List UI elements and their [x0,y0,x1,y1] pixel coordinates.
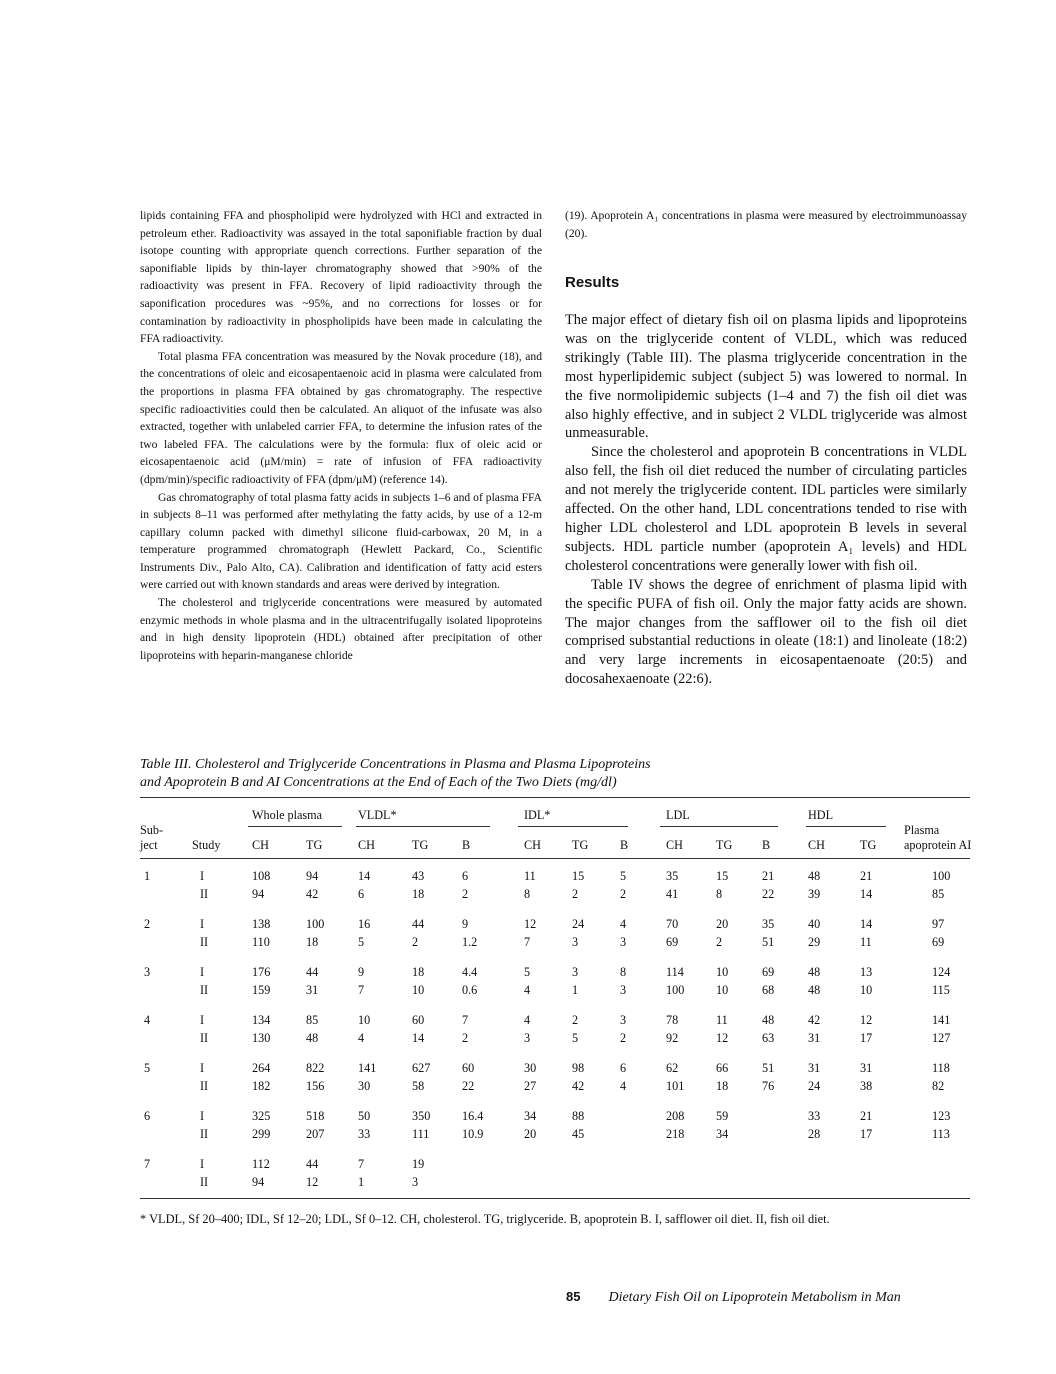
table-cell-subject: 4 [144,1013,151,1027]
table-cell: 7 [358,983,365,997]
group-header: LDL [666,808,690,822]
table-cell: 48 [808,965,821,979]
table-cell-study: II [200,1127,209,1141]
table-cell: 12 [524,917,537,931]
table-cell: 5 [572,1031,579,1045]
table-cell: 63 [762,1031,775,1045]
table-cell: 18 [716,1079,729,1093]
table-cell: 44 [306,1157,319,1171]
table-cell: 5 [524,965,531,979]
table-cell: 108 [252,869,271,883]
table-cell: 11 [716,1013,728,1027]
group-underline-idl [518,826,628,827]
table-cell-study: II [200,935,209,949]
table-cell: 98 [572,1061,585,1075]
table-cell: 2 [620,887,627,901]
table-cell: 78 [666,1013,679,1027]
left-paragraph: lipids containing FFA and phospholipid were hydrolyzed with HCl and extracted in petroleum ether. Radioactivity was assayed in the total saponifiable fraction by dual isotope counting with appropriate quench corrections. Further separation of the saponifiable lipids by thin-layer chromatography showed that >90% of the radioactivity was present in FFA. Recovery of lipid radioactivity through the saponification procedures was ~95%, and no corrections for losses or for contamination by radioactivity in phospholipids have been made in calculating the FFA radioactivity. [140,209,542,346]
table-cell-study: II [200,1031,209,1045]
table-cell: 2 [462,887,469,901]
table-cell: 92 [666,1031,679,1045]
right-column [565,311,967,689]
table-cell: 115 [932,983,950,997]
table-cell: 2 [572,1013,579,1027]
table-cell: 134 [252,1013,271,1027]
table-cell: 627 [412,1061,431,1075]
table-cell: 10 [716,965,729,979]
table-cell-study: II [200,983,209,997]
table-cell: 6 [462,869,469,883]
table-cell: 14 [860,917,873,931]
table-cell: 2 [572,887,579,901]
table-cell: 97 [932,917,945,931]
table-cell: 22 [462,1079,475,1093]
table-cell: 4 [620,1079,627,1093]
table-cell: 18 [306,935,319,949]
table-cell: 16.4 [462,1109,484,1123]
table-cell: 82 [932,1079,945,1093]
table-cell: 12 [716,1031,729,1045]
table-cell-subject: 7 [144,1157,151,1171]
table-cell-study: II [200,1079,209,1093]
table-cell: 208 [666,1109,685,1123]
table-cell-subject: 5 [144,1061,151,1075]
table-caption-line: and Apoprotein B and AI Concentrations at the End of Each of the Two Diets (mg/dl) [140,775,617,790]
table-cell: 4 [620,917,627,931]
table-cell: 51 [762,1061,775,1075]
table-cell: 9 [462,917,469,931]
table-cell: 20 [524,1127,537,1141]
results-paragraph: Table IV shows the degree of enrichment of plasma lipid with the specific PUFA of fish oil. Only the major fatty acids are shown. The major changes from the safflower oil to the fish oil diet comprised substantial reductions in oleate (18:1) and linoleate (18:2) and very large increments in eicosapentaenoate (20:5) and docosahexaenoate (22:6). [565,576,967,688]
column-header: TG [412,838,429,852]
table-cell: 10 [412,983,425,997]
table-cell: 48 [808,983,821,997]
table-cell-study: I [200,1157,205,1171]
table-cell: 207 [306,1127,325,1141]
page-number: 85 [566,1289,581,1304]
table-cell: 22 [762,887,775,901]
left-paragraph: Gas chromatography of total plasma fatty acids in subjects 1–6 and of plasma FFA in subjects 8–11 was performed after methylating the fatty acids, by use of a 12-m capillary column packed with dimethyl silicone fluid-carbowax, 20 M, in a temperature programmed chromatograph (Hewlett Packard, Co., Scientific Instruments Div., Palo Alto, CA). Calibration and identification of fatty acid esters were carried out with known standards and areas were derived by integration. [140,490,542,592]
table-cell: 15 [716,869,729,883]
table-cell: 111 [412,1127,430,1141]
column-header: Study [192,838,221,852]
results-heading: Results [565,274,620,291]
table-cell: 6 [620,1061,627,1075]
table-cell: 1 [358,1175,365,1189]
table-cell: 30 [358,1079,371,1093]
table-cell: 264 [252,1061,271,1075]
table-cell: 42 [306,887,319,901]
table-cell: 20 [716,917,729,931]
table-cell: 68 [762,983,775,997]
table-cell: 2 [462,1031,469,1045]
table-cell: 85 [306,1013,319,1027]
table-top-rule [140,797,970,798]
table-cell: 94 [252,887,265,901]
left-paragraph: The cholesterol and triglyceride concentrations were measured by automated enzymic methods in whole plasma and in the ultracentrifugally isolated lipoproteins and in high density lipoprotein (HDL) obtained after precipitation of other lipoproteins with heparin-manganese chloride [140,596,542,662]
table-cell: 1.2 [462,935,478,949]
table-cell: 10 [716,983,729,997]
table-cell: 40 [808,917,821,931]
table-cell: 44 [412,917,425,931]
table-cell: 5 [620,869,627,883]
group-header: HDL [808,808,834,822]
table-cell: 19 [412,1157,425,1171]
table-cell: 15 [572,869,585,883]
column-header: CH [808,838,825,852]
table-cell-subject: 2 [144,917,151,931]
table-cell: 325 [252,1109,271,1123]
table-cell: 24 [808,1079,821,1093]
table-cell-study: I [200,917,205,931]
table-cell: 8 [620,965,627,979]
table-caption-line: Table III. Cholesterol and Triglyceride Concentrations in Plasma and Plasma Lipoproteins [140,757,651,772]
table-cell: 58 [412,1079,425,1093]
table-cell: 138 [252,917,271,931]
table-cell: 43 [412,869,425,883]
table-cell: 2 [412,935,419,949]
results-paragraph: Since the cholesterol and apoprotein B concentrations in VLDL also fell, the fish oil diet reduced the number of circulating particles and not merely the triglyceride content. IDL particles were similarly affected. On the other hand, LDL concentrations tended to rise with higher LDL cholesterol and LDL apoprotein B levels in several subjects. HDL particle number (apoprotein A₁ levels) and HDL cholesterol concentrations were generally lower with fish oil. [565,444,967,574]
table-cell: 176 [252,965,271,979]
table-cell: 114 [666,965,684,979]
table-cell-study: I [200,1013,205,1027]
table-cell: 30 [524,1061,537,1075]
table-cell-study: I [200,965,205,979]
table-cell: 9 [358,965,365,979]
table-cell: 118 [932,1061,950,1075]
table-cell: 141 [932,1013,951,1027]
table-caption [140,756,840,792]
column-header: CH [358,838,375,852]
table-cell: 31 [860,1061,873,1075]
column-header: B [620,838,629,852]
results-paragraph: The major effect of dietary fish oil on plasma lipids and lipoproteins was on the triglyceride content of VLDL, which was reduced strikingly (Table III). The plasma triglyceride concentration in the most hyperlipidemic subject (subject 5) was lowered to normal. In the five normolipidemic subjects (1–4 and 7) the fish oil diet was also highly effective, and in subject 2 VLDL triglyceride was almost unmeasurable. [565,312,967,442]
table-cell: 124 [932,965,951,979]
subject-header: Sub- [140,823,164,837]
table-cell: 69 [762,965,775,979]
table-cell: 33 [808,1109,821,1123]
table-cell-subject: 6 [144,1109,151,1123]
table-cell-subject: 3 [144,965,151,979]
table-cell: 3 [620,1013,627,1027]
table-cell-study: I [200,1061,205,1075]
table-cell: 51 [762,935,775,949]
table-cell: 94 [306,869,319,883]
table-cell: 31 [306,983,319,997]
column-header: TG [572,838,589,852]
table-cell: 518 [306,1109,325,1123]
table-cell: 7 [524,935,531,949]
table-cell: 39 [808,887,821,901]
column-header: CH [666,838,683,852]
table-cell: 66 [716,1061,729,1075]
table-cell: 48 [808,869,821,883]
table-cell: 70 [666,917,679,931]
right-top-paragraph: (19). Apoprotein A₁ concentrations in plasma were measured by electroimmunoassay (20). [565,209,967,240]
table-cell: 17 [860,1031,873,1045]
column-header: CH [524,838,541,852]
table-cell: 85 [932,887,945,901]
table-cell: 14 [412,1031,425,1045]
table-cell: 21 [860,1109,873,1123]
table-cell: 94 [252,1175,265,1189]
table-cell: 12 [306,1175,319,1189]
table-cell: 34 [716,1127,729,1141]
table-cell: 17 [860,1127,873,1141]
table-cell: 112 [252,1157,270,1171]
plasma-ai-header: Plasma [904,823,940,837]
table-cell: 101 [666,1079,685,1093]
table-cell: 41 [666,887,679,901]
column-header: CH [252,838,269,852]
plasma-ai-header: apoprotein AI [904,838,972,852]
table-cell: 14 [358,869,371,883]
table-cell: 50 [358,1109,371,1123]
table-cell: 100 [666,983,685,997]
table-cell: 127 [932,1031,951,1045]
table-cell: 299 [252,1127,271,1141]
table-cell: 31 [808,1061,821,1075]
column-header: B [762,838,771,852]
table-cell: 18 [412,887,425,901]
running-title: Dietary Fish Oil on Lipoprotein Metabolism in Man [608,1290,901,1305]
table-cell: 182 [252,1079,271,1093]
table-cell: 3 [620,935,627,949]
group-header: IDL* [524,808,551,822]
table-cell: 29 [808,935,821,949]
table-cell: 88 [572,1109,585,1123]
table-cell: 12 [860,1013,873,1027]
table-cell: 6 [358,887,365,901]
group-header: Whole plasma [252,808,323,822]
column-header: TG [860,838,877,852]
table-cell-subject: 1 [144,869,151,883]
table-cell: 10 [358,1013,371,1027]
table-cell: 31 [808,1031,821,1045]
table-cell: 156 [306,1079,325,1093]
table-cell: 7 [358,1157,365,1171]
table-cell: 7 [462,1013,469,1027]
table-cell: 45 [572,1127,585,1141]
table-cell: 13 [860,965,873,979]
table-cell: 130 [252,1031,271,1045]
table-cell: 16 [358,917,371,931]
table-cell-study: II [200,1175,209,1189]
table-cell: 2 [716,935,723,949]
table-cell: 100 [306,917,325,931]
table-cell: 113 [932,1127,950,1141]
table-cell: 48 [762,1013,775,1027]
table-cell: 69 [932,935,945,949]
table-cell: 4 [358,1031,365,1045]
table-cell: 4.4 [462,965,478,979]
table-cell: 76 [762,1079,775,1093]
table-cell: 11 [524,869,536,883]
left-column [140,207,542,664]
table-cell: 8 [524,887,531,901]
table-cell: 0.6 [462,983,478,997]
table-cell: 42 [808,1013,821,1027]
table-cell: 159 [252,983,271,997]
left-paragraph: Total plasma FFA concentration was measured by the Novak procedure (18), and the concentrations of oleic and eicosapentaenoic acid in plasma were calculated from the proportions in plasma FFA obtained by gas chromatography. The respective specific radioactivities could then be calculated. An aliquot of the infusate was also extracted, together with unlabeled carrier FFA, to determine the infusion rates of the two labeled FFA. The calculations were by the formula: flux of oleic acid or eicosapentaenoic acid (μM/min) = rate of infusion of FFA radioactivity (dpm/min)/specific radioactivity of FFA (dpm/μM) (reference 14). [140,349,542,486]
table-cell: 44 [306,965,319,979]
table-cell: 3 [412,1175,419,1189]
table-cell: 3 [620,983,627,997]
table-cell: 4 [524,983,531,997]
table-cell-study: II [200,887,209,901]
table-cell: 62 [666,1061,679,1075]
table-cell: 141 [358,1061,377,1075]
table-cell-study: I [200,1109,205,1123]
table-cell: 21 [860,869,873,883]
table-bottom-rule [140,1198,970,1199]
table-cell: 48 [306,1031,319,1045]
table-cell: 3 [572,965,579,979]
column-header: TG [306,838,323,852]
table-cell: 10.9 [462,1127,484,1141]
table-cell: 69 [666,935,679,949]
table-cell: 34 [524,1109,537,1123]
table-cell: 123 [932,1109,951,1123]
table-cell: 218 [666,1127,685,1141]
table-cell: 14 [860,887,873,901]
table-cell: 27 [524,1079,537,1093]
table-cell: 33 [358,1127,371,1141]
table-cell: 822 [306,1061,325,1075]
table-cell: 10 [860,983,873,997]
table-cell: 110 [252,935,270,949]
column-header: B [462,838,471,852]
table-cell: 24 [572,917,585,931]
table-cell: 3 [572,935,579,949]
table-cell: 11 [860,935,872,949]
group-underline-hdl [806,826,886,827]
table-cell: 8 [716,887,723,901]
table-cell-study: I [200,869,205,883]
table-cell: 350 [412,1109,431,1123]
table-cell: 60 [462,1061,475,1075]
table-cell: 28 [808,1127,821,1141]
table-cell: 59 [716,1109,729,1123]
group-underline-vldl [356,826,490,827]
subject-header: ject [140,838,158,852]
table-cell: 18 [412,965,425,979]
group-header: VLDL* [358,808,397,822]
table-cell: 4 [524,1013,531,1027]
group-underline-whole-plasma [248,826,342,827]
table-cell: 42 [572,1079,585,1093]
table-cell: 38 [860,1079,873,1093]
table-cell: 1 [572,983,579,997]
table-footnote: * VLDL, Sf 20–400; IDL, Sf 12–20; LDL, Sf 0–12. CH, cholesterol. TG, triglyceride. B, apoprotein B. I, safflower oil diet. II, fish oil diet. [140,1212,830,1226]
table-cell: 5 [358,935,365,949]
table-cell: 2 [620,1031,627,1045]
table-cell: 35 [762,917,775,931]
table-cell: 3 [524,1031,531,1045]
page-footer [566,1288,901,1306]
table-cell: 100 [932,869,951,883]
column-header: TG [716,838,733,852]
table-header-rule [140,858,970,859]
table-cell: 21 [762,869,775,883]
table-cell: 35 [666,869,679,883]
group-underline-ldl [660,826,778,827]
table-cell: 60 [412,1013,425,1027]
